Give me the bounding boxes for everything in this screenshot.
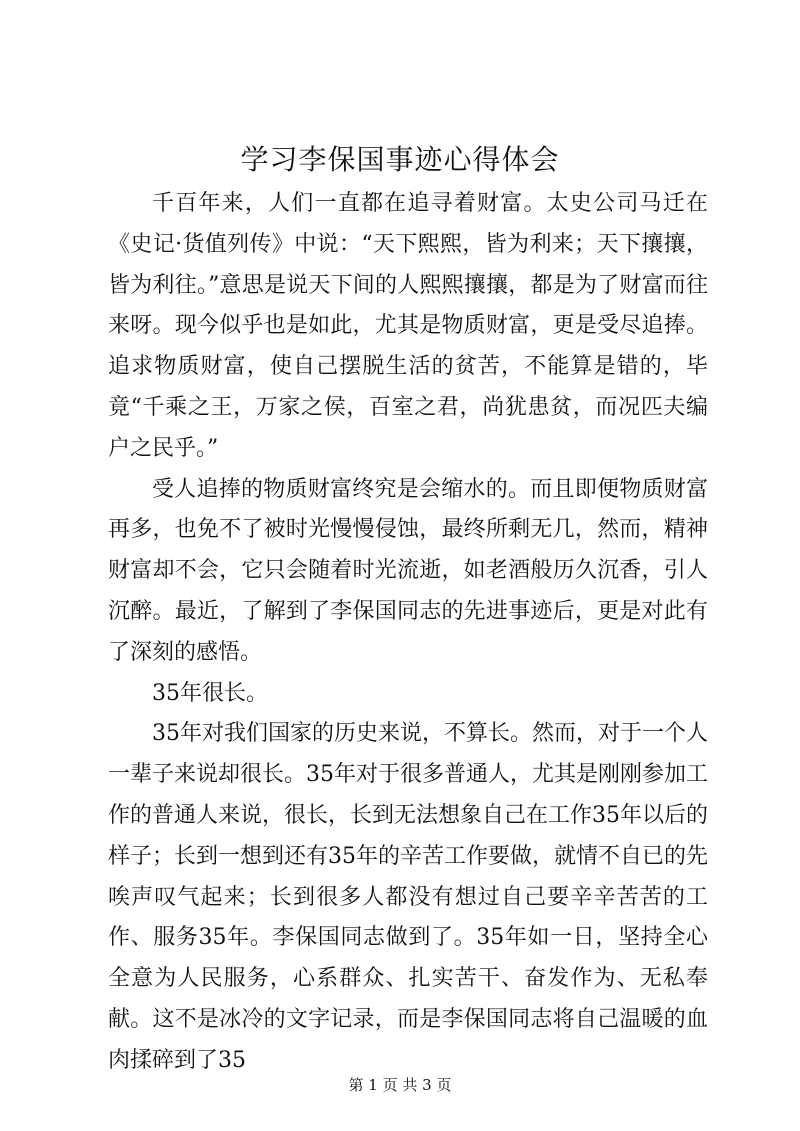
paragraph-2: 受人追捧的物质财富终究是会缩水的。而且即便物质财富再多，也免不了被时光慢慢侵蚀，最终所剩无几，然而，精神财富却不会，它只会随着时光流逝，如老酒般历久沉香，引人沉醉。最近，了解到了李保国同志的先进事迹后，更是对此有了深刻的感悟。 <box>108 476 708 665</box>
document-title: 学习李保国事迹心得体会 <box>240 143 560 176</box>
paragraph-4: 35年对我们国家的历史来说，不算长。然而，对于一个人一辈子来说却很长。35年对于很多普通人，尤其是刚刚参加工作的普通人来说，很长，长到无法想象自己在工作35年以后的样子；长到一想到还有35年的辛苦工作要做，就情不自已的先唉声叹气起来；长到很多人都没有想过自己要辛辛苦苦的工作、服务35年。李保国同志做到了。35年如一日，坚持全心全意为人民服务，心系群众、扎实苦干、奋发作为、无私奉献。这不是冰冷的文字记录，而是李保国同志将自己温暖的血肉揉碎到了35 <box>108 721 708 1073</box>
paragraph-3: 35年很长。 <box>152 680 268 706</box>
document-body <box>108 184 708 1082</box>
page-footer: 第 1 页 共 3 页 <box>348 1076 452 1094</box>
paragraph-1: 千百年来，人们一直都在追寻着财富。太史公司马迁在《史记·货值列传》中说：“天下熙熙，皆为利来；天下攘攘，皆为利往。”意思是说天下间的人熙熙攘攘，都是为了财富而往来呀。现今似乎也是如此，尤其是物质财富，更是受尽追捧。追求物质财富，使自己摆脱生活的贫苦，不能算是错的，毕竟“千乘之王，万家之侯，百室之君，尚犹患贫，而况匹夫编户之民乎。” <box>108 191 708 461</box>
